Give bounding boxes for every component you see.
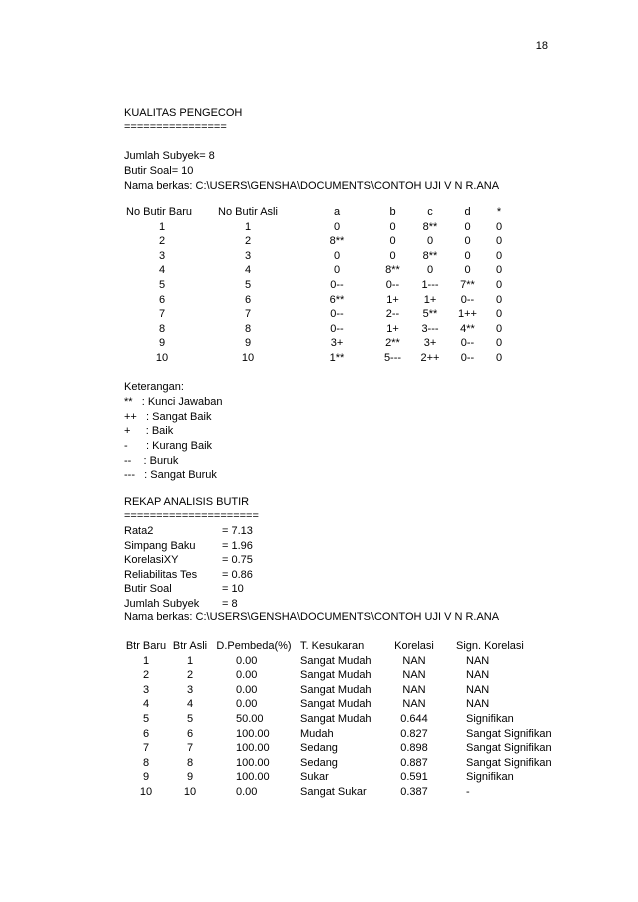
cell-option-b: 1+ [386, 293, 399, 306]
keterangan-item: + : Baik [124, 425, 174, 437]
cell-btr-asli: 7 [186, 742, 194, 755]
cell-d-pembeda: 100.00 [236, 756, 270, 769]
cell-option-c: 3+ [423, 337, 437, 350]
rekap-nama-berkas-line: Nama berkas: C:\USERS\GENSHA\DOCUMENTS\CONTOH UJI V N R.ANA [124, 611, 500, 623]
cell-no-butir-asli: 3 [244, 249, 252, 262]
col-header-b: b [389, 206, 396, 218]
stat-value: = 10 [222, 583, 244, 596]
cell-d-pembeda: 0.00 [236, 683, 258, 696]
cell-no-butir-baru: 1 [158, 220, 166, 233]
cell-t-kesukaran: Sangat Mudah [300, 712, 372, 725]
cell-d-pembeda: 0.00 [236, 698, 258, 711]
cell-korelasi: 0.898 [400, 742, 428, 755]
cell-sign-korelasi: Sangat Signifikan [466, 742, 552, 755]
cell-korelasi: NAN [402, 698, 426, 711]
cell-korelasi: NAN [402, 669, 426, 682]
cell-option-c: 8** [422, 220, 438, 233]
col-header-no-butir-baru: No Butir Baru [126, 206, 193, 218]
cell-option-b: 0 [389, 220, 396, 233]
cell-option-b: 8** [385, 264, 400, 277]
table-row [120, 785, 552, 800]
table-row [120, 654, 552, 669]
cell-btr-asli: 3 [186, 683, 194, 696]
cell-no-butir-asli: 7 [244, 308, 252, 321]
table-row [126, 263, 514, 278]
cell-btr-baru: 8 [142, 756, 150, 769]
cell-sign-korelasi: NAN [466, 654, 490, 667]
stat-value: = 7.13 [222, 525, 253, 537]
cell-d-pembeda: 100.00 [236, 742, 270, 755]
col-header-korelasi: Korelasi [394, 640, 434, 652]
cell-btr-baru: 6 [142, 727, 150, 740]
cell-no-butir-asli: 6 [244, 293, 252, 306]
cell-option-a: 0 [333, 264, 341, 277]
table-row [126, 278, 514, 293]
cell-korelasi: NAN [402, 683, 426, 696]
cell-d-pembeda: 0.00 [236, 785, 258, 798]
cell-option-d: 0-- [460, 351, 475, 364]
cell-d-pembeda: 100.00 [236, 771, 270, 784]
keterangan-item: --- : Sangat Buruk [124, 469, 217, 481]
cell-btr-asli: 9 [186, 771, 194, 784]
cell-btr-baru: 2 [142, 669, 150, 682]
stat-value: = 1.96 [222, 539, 253, 552]
section-title-rekap: REKAP ANALISIS BUTIR [124, 496, 250, 508]
cell-option-star: 0 [495, 308, 503, 321]
cell-sign-korelasi: NAN [466, 669, 490, 682]
distractor-table-header [126, 205, 514, 220]
page-number: 18 [535, 40, 548, 52]
cell-no-butir-baru: 3 [158, 249, 166, 262]
cell-btr-asli: 6 [186, 727, 194, 740]
cell-option-a: 8** [329, 235, 345, 248]
cell-korelasi: 0.827 [400, 727, 428, 740]
col-header-no-butir-asli: No Butir Asli [218, 206, 278, 218]
stat-label: Simpang Baku [124, 539, 196, 552]
col-header-d-pembeda: D.Pembeda(%) [216, 640, 292, 652]
cell-btr-baru: 5 [142, 712, 150, 725]
cell-t-kesukaran: Sukar [300, 771, 329, 784]
cell-no-butir-baru: 5 [158, 278, 166, 291]
section-title-kualitas: KUALITAS PENGECOH [124, 107, 243, 119]
table-row [126, 351, 514, 366]
table-row [120, 683, 552, 698]
cell-t-kesukaran: Sangat Mudah [300, 683, 372, 696]
cell-option-a: 3+ [330, 337, 344, 350]
cell-btr-baru: 9 [142, 771, 150, 784]
cell-option-b: 0 [389, 249, 396, 262]
cell-korelasi: 0.591 [400, 771, 428, 784]
cell-option-d: 0 [464, 220, 471, 233]
cell-korelasi: NAN [402, 654, 426, 667]
cell-korelasi: 0.887 [400, 756, 428, 769]
cell-option-star: 0 [495, 220, 503, 233]
cell-no-butir-asli: 4 [244, 264, 252, 277]
table-row [120, 668, 552, 683]
cell-t-kesukaran: Sangat Mudah [300, 669, 372, 682]
cell-btr-baru: 10 [139, 785, 153, 798]
cell-sign-korelasi: NAN [466, 683, 490, 696]
cell-option-c: 8** [422, 249, 438, 262]
cell-no-butir-baru: 7 [158, 308, 166, 321]
cell-no-butir-baru: 9 [158, 337, 166, 350]
stat-value: = 0.75 [222, 554, 253, 567]
cell-korelasi: 0.387 [400, 785, 428, 798]
cell-option-d: 7** [460, 278, 475, 291]
cell-no-butir-asli: 2 [244, 235, 252, 248]
distractor-table [126, 205, 514, 366]
keterangan-item: ++ : Sangat Baik [124, 411, 212, 423]
cell-no-butir-baru: 6 [158, 293, 166, 306]
cell-t-kesukaran: Sangat Sukar [300, 785, 367, 798]
cell-option-star: 0 [495, 264, 503, 277]
stat-label: Butir Soal [124, 583, 172, 596]
cell-sign-korelasi: Sangat Signifikan [466, 756, 552, 769]
keterangan-title: Keterangan: [124, 381, 184, 393]
cell-option-c: 1--- [421, 278, 439, 291]
cell-option-star: 0 [495, 351, 503, 364]
cell-option-a: 0-- [330, 278, 344, 291]
cell-no-butir-baru: 4 [158, 264, 166, 277]
cell-btr-asli: 4 [186, 698, 194, 711]
cell-no-butir-asli: 9 [244, 337, 252, 350]
cell-option-b: 0 [389, 235, 396, 248]
cell-sign-korelasi: Sangat Signifikan [466, 727, 552, 740]
cell-btr-asli: 1 [186, 654, 194, 667]
cell-option-star: 0 [495, 293, 503, 306]
cell-option-d: 0-- [460, 337, 475, 350]
stat-label: Jumlah Subyek [124, 598, 200, 610]
cell-btr-baru: 3 [142, 683, 150, 696]
cell-sign-korelasi: - [466, 785, 470, 798]
cell-option-star: 0 [495, 278, 503, 291]
cell-option-d: 0 [464, 249, 471, 262]
cell-no-butir-baru: 2 [158, 235, 166, 248]
cell-btr-asli: 8 [186, 756, 194, 769]
table-row [120, 756, 552, 771]
cell-option-c: 1+ [423, 293, 437, 306]
cell-korelasi: 0.644 [400, 712, 428, 725]
cell-btr-asli: 10 [183, 785, 197, 798]
cell-option-b: 1+ [386, 322, 399, 335]
cell-option-star: 0 [495, 337, 503, 350]
table-row [126, 293, 514, 308]
section-rule-rekap: ===================== [124, 510, 259, 522]
cell-option-d: 1++ [458, 308, 477, 321]
stat-label: Rata2 [124, 525, 154, 537]
cell-no-butir-asli: 10 [241, 351, 255, 364]
stat-label: Reliabilitas Tes [124, 568, 198, 581]
cell-option-c: 3--- [421, 322, 439, 335]
table-row [120, 727, 552, 742]
table-row [126, 234, 514, 249]
cell-no-butir-asli: 8 [244, 322, 252, 335]
table-row [126, 307, 514, 322]
item-analysis-table-header [120, 639, 552, 654]
cell-t-kesukaran: Sangat Mudah [300, 698, 372, 711]
col-header-btr-asli: Btr Asli [172, 640, 208, 652]
stat-value: = 0.86 [222, 568, 253, 581]
cell-option-d: 0-- [460, 293, 475, 306]
cell-option-b: 2** [385, 337, 400, 350]
nama-berkas-line: Nama berkas: C:\USERS\GENSHA\DOCUMENTS\CONTOH UJI V N R.ANA [124, 180, 500, 192]
cell-btr-asli: 5 [186, 712, 194, 725]
cell-no-butir-baru: 8 [158, 322, 166, 335]
cell-option-d: 0 [464, 235, 471, 248]
cell-sign-korelasi: Signifikan [466, 712, 514, 725]
butir-soal-line: Butir Soal= 10 [124, 165, 194, 177]
cell-d-pembeda: 100.00 [236, 727, 270, 740]
cell-t-kesukaran: Sedang [300, 756, 338, 769]
col-header-star: * [496, 206, 502, 218]
cell-d-pembeda: 0.00 [236, 654, 258, 667]
col-header-t-kesukaran: T. Kesukaran [300, 640, 365, 652]
table-row [126, 322, 514, 337]
cell-no-butir-asli: 5 [244, 278, 252, 291]
cell-option-star: 0 [495, 235, 503, 248]
cell-option-b: 5--- [383, 351, 402, 364]
table-row [120, 770, 552, 785]
cell-sign-korelasi: Signifikan [466, 771, 514, 784]
cell-t-kesukaran: Sedang [300, 742, 338, 755]
cell-t-kesukaran: Mudah [300, 727, 334, 740]
cell-option-star: 0 [495, 249, 503, 262]
cell-option-a: 6** [329, 293, 345, 306]
col-header-d: d [464, 206, 471, 218]
cell-sign-korelasi: NAN [466, 698, 490, 711]
section-rule-kualitas: ================ [124, 121, 227, 133]
keterangan-item: -- : Buruk [124, 455, 179, 467]
cell-option-a: 0 [333, 249, 341, 262]
table-row [126, 336, 514, 351]
table-row [126, 220, 514, 235]
stat-value: = 8 [222, 598, 238, 610]
keterangan-item: - : Kurang Baik [124, 440, 213, 452]
item-analysis-table [120, 639, 552, 800]
cell-btr-asli: 2 [186, 669, 194, 682]
cell-option-star: 0 [495, 322, 503, 335]
table-row [120, 741, 552, 756]
cell-no-butir-asli: 1 [244, 220, 252, 233]
cell-option-b: 0-- [385, 278, 400, 291]
col-header-btr-baru: Btr Baru [125, 640, 167, 652]
cell-no-butir-baru: 10 [155, 351, 169, 364]
stat-label: KorelasiXY [124, 554, 179, 567]
cell-option-c: 0 [426, 235, 434, 248]
keterangan-item: ** : Kunci Jawaban [124, 396, 223, 408]
table-row [120, 712, 552, 727]
cell-option-a: 0-- [330, 308, 344, 321]
cell-t-kesukaran: Sangat Mudah [300, 654, 372, 667]
cell-option-a: 0-- [330, 322, 344, 335]
table-row [120, 697, 552, 712]
cell-d-pembeda: 50.00 [236, 712, 264, 725]
cell-option-c: 2++ [420, 351, 440, 364]
cell-option-c: 0 [426, 264, 434, 277]
cell-option-a: 1** [329, 351, 345, 364]
jumlah-subyek-line: Jumlah Subyek= 8 [124, 150, 215, 162]
cell-btr-baru: 1 [142, 654, 150, 667]
cell-option-a: 0 [333, 220, 341, 233]
table-row [126, 249, 514, 264]
cell-option-d: 4** [460, 322, 475, 335]
col-header-c: c [427, 206, 433, 218]
cell-option-c: 5** [422, 308, 438, 321]
cell-btr-baru: 4 [142, 698, 150, 711]
cell-option-d: 0 [464, 264, 471, 277]
col-header-a: a [333, 206, 341, 218]
cell-btr-baru: 7 [142, 742, 150, 755]
cell-option-b: 2-- [385, 308, 400, 321]
cell-d-pembeda: 0.00 [236, 669, 258, 682]
col-header-sign-korelasi: Sign. Korelasi [456, 640, 524, 652]
